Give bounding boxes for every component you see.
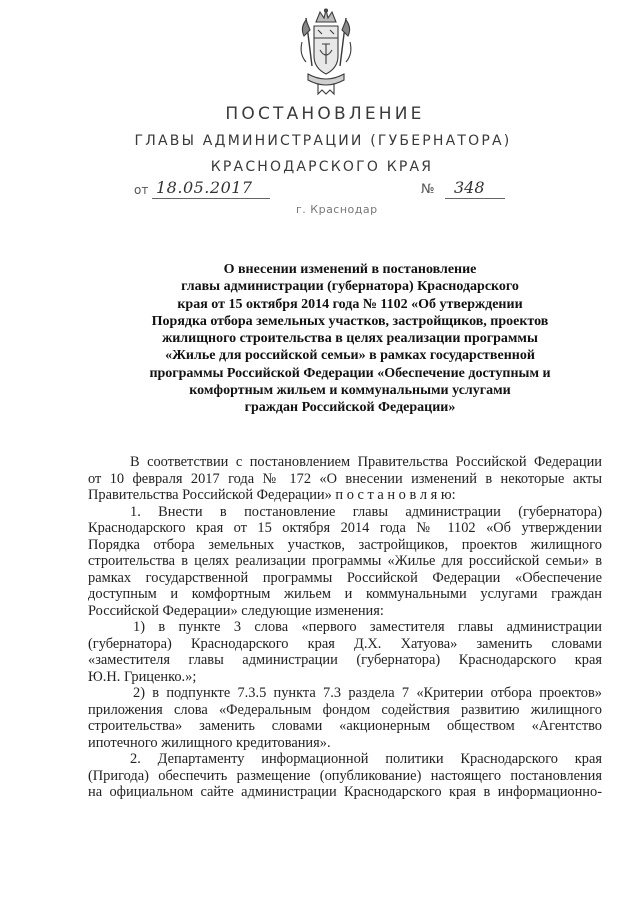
date-label: от	[134, 183, 149, 197]
body-line: 2) в подпункте 7.3.5 пункта 7.3 раздела 7 «Критерии отбора проектов»	[133, 685, 602, 701]
title-line: жилищного строительства в целях реализации программы	[162, 331, 538, 347]
body-line: «заместителя главы администрации (губернатора) Краснодарского края	[88, 652, 602, 668]
body-line: строительства в целях реализации программы «Жилье для российской семьи» в	[88, 553, 602, 569]
title-line: края от 15 октября 2014 года № 1102 «Об утверждении	[177, 296, 523, 312]
body-line: Порядка отбора земельных участков, застройщиков, проектов жилищного	[88, 536, 602, 553]
title-line: О внесении изменений в постановление	[223, 262, 477, 277]
body-line: 1) в пункте 3 слова «первого заместителя главы администрации	[133, 619, 602, 635]
document-body	[88, 454, 602, 801]
title-line: Порядка отбора земельных участков, застройщиков, проектов	[151, 313, 549, 329]
body-line: доступным и комфортным жильем и коммунальными услугами граждан	[88, 586, 602, 602]
issue-city: г. Краснодар	[296, 203, 378, 216]
title-line: главы администрации (губернатора) Краснодарского	[181, 279, 519, 295]
document-date: 18.05.2017	[156, 178, 253, 197]
body-line: приложения слова «Федеральным фондом содействия развитию жилищного	[88, 701, 602, 718]
body-line: 1. Внести в постановление главы администрации (губернатора)	[130, 503, 602, 520]
issuer-heading: ГЛАВЫ АДМИНИСТРАЦИИ (ГУБЕРНАТОРА)	[134, 133, 512, 149]
document-type-heading: ПОСТАНОВЛЕНИЕ	[225, 104, 425, 124]
number-label: №	[421, 182, 435, 197]
body-line: строительства» заменить словами «акционерным обществом «Агентство	[88, 718, 602, 734]
krasnodar-coat-of-arms-icon	[298, 8, 354, 96]
body-line: на официальном сайте администрации Краснодарского края в информационно-	[88, 784, 602, 800]
body-line: Российской Федерации» следующие изменения:	[88, 602, 384, 619]
body-line: ипотечного жилищного кредитования».	[88, 734, 331, 751]
body-line: В соответствии с постановлением Правительства Российской Федерации	[130, 454, 602, 470]
body-line: Правительства Российской Федерации» п о с т а н о в л я ю:	[88, 487, 456, 503]
body-line: рамках государственной программы Российской Федерации «Обеспечение	[88, 569, 602, 586]
title-line: программы Российской Федерации «Обеспечение доступным и	[149, 365, 551, 381]
body-line: (губернатора) Краснодарского края Д.Х. Хатуова» заменить словами	[88, 635, 602, 652]
number-underline	[445, 198, 505, 199]
document-number: 348	[454, 178, 485, 197]
document-title	[90, 261, 610, 417]
region-heading: КРАСНОДАРСКОГО КРАЯ	[210, 159, 434, 175]
body-line: Краснодарского края от 15 октября 2014 года № 1102 «Об утверждении	[88, 520, 602, 536]
body-line: Ю.Н. Гриценко.»;	[88, 668, 197, 685]
title-line: граждан Российской Федерации»	[244, 400, 456, 416]
body-line: (Пригода) обеспечить размещение (опубликование) настоящего постановления	[88, 767, 602, 784]
body-line: 2. Департаменту информационной политики Краснодарского края	[130, 751, 602, 767]
title-line: «Жилье для российской семьи» в рамках государственной	[165, 348, 535, 364]
body-line: от 10 февраля 2017 года № 172 «О внесении изменений в некоторые акты	[88, 470, 602, 487]
date-underline	[152, 198, 270, 199]
title-line: комфортным жильем и коммунальными услугами	[189, 383, 511, 399]
